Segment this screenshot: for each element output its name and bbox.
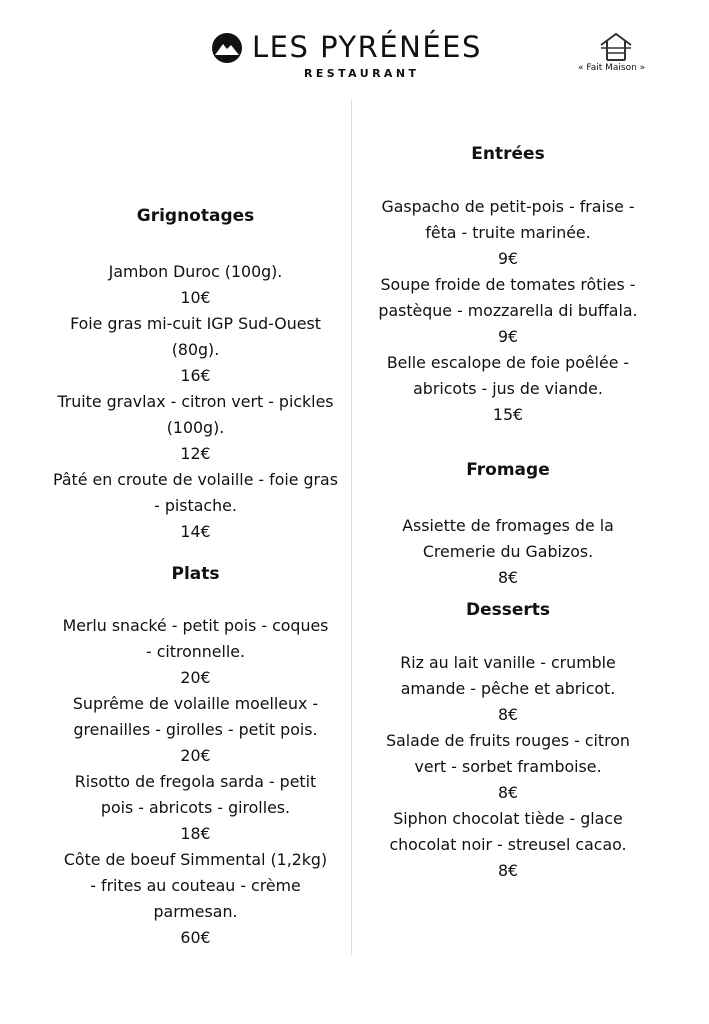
menu-item-name: Pâté en croute de volaille - foie gras [53, 470, 338, 489]
section-grignotages [40, 203, 351, 545]
menu-item-name: Merlu snacké - petit pois - coques [62, 616, 329, 635]
section-desserts [356, 597, 660, 884]
menu-item-name: Assiette de fromages de la [402, 516, 614, 535]
menu-item-price: 60€ [180, 928, 211, 947]
section-plats [40, 561, 351, 951]
menu-item-name: Soupe froide de tomates rôties - [380, 275, 636, 294]
menu-item-name: abricots - jus de viande. [413, 379, 603, 398]
menu-item-name: Salade de fruits rouges - citron [386, 731, 630, 750]
menu-item-price: 9€ [497, 327, 519, 346]
menu-item-price: 20€ [180, 746, 211, 765]
section-entrees [356, 141, 660, 428]
menu-item-price: 20€ [180, 668, 211, 687]
menu-item-name: Belle escalope de foie poêlée - [386, 353, 630, 372]
menu-item-name: - citronnelle. [145, 642, 246, 661]
menu-item-name: pois - abricots - girolles. [100, 798, 291, 817]
menu-item-name: chocolat noir - streusel cacao. [389, 835, 627, 854]
fait-maison-label: « Fait Maison » [578, 63, 646, 73]
house-icon [597, 32, 635, 62]
section-title: Entrées [471, 144, 545, 164]
menu-item-name: - frites au couteau - crème [90, 876, 301, 895]
menu-item-name: fêta - truite marinée. [425, 223, 591, 242]
menu-header [0, 30, 709, 90]
menu-item-name: Siphon chocolat tiède - glace [393, 809, 623, 828]
menu-item-name: Foie gras mi-cuit IGP Sud-Ouest [70, 314, 321, 333]
menu-item-name: Truite gravlax - citron vert - pickles [57, 392, 334, 411]
menu-item-price: 8€ [497, 861, 519, 880]
menu-item-name: pastèque - mozzarella di buffala. [378, 301, 638, 320]
menu-item-name: (100g). [166, 418, 225, 437]
menu-item-name: vert - sorbet framboise. [414, 757, 602, 776]
menu-item-price: 10€ [180, 288, 211, 307]
restaurant-subtitle: RESTAURANT [304, 67, 420, 80]
menu-item-price: 8€ [497, 568, 519, 587]
menu-item-name: Jambon Duroc (100g). [108, 262, 283, 281]
section-title: Plats [171, 564, 220, 584]
menu-item-name: Riz au lait vanille - crumble [400, 653, 616, 672]
restaurant-name: LES PYRÉNÉES [252, 30, 482, 64]
section-fromage [356, 457, 660, 591]
menu-item-price: 14€ [180, 522, 211, 541]
menu-item-price: 12€ [180, 444, 211, 463]
menu-item-price: 15€ [492, 405, 524, 424]
column-divider [351, 100, 352, 955]
section-title: Desserts [465, 600, 551, 620]
menu-item-name: amande - pêche et abricot. [400, 679, 616, 698]
menu-item-price: 18€ [180, 824, 211, 843]
menu-item-name: - pistache. [154, 496, 237, 515]
menu-item-price: 8€ [497, 783, 519, 802]
menu-item-price: 16€ [180, 366, 211, 385]
menu-item-name: parmesan. [153, 902, 238, 921]
menu-item-name: Côte de boeuf Simmental (1,2kg) [63, 850, 328, 869]
section-title: Grignotages [136, 206, 255, 226]
menu-item-price: 8€ [497, 705, 519, 724]
mountain-logo-icon [212, 33, 242, 63]
menu-item-price: 9€ [497, 249, 519, 268]
menu-item-name: Risotto de fregola sarda - petit [74, 772, 317, 791]
section-title: Fromage [466, 460, 550, 480]
menu-item-name: Suprême de volaille moelleux - [72, 694, 319, 713]
menu-item-name: Gaspacho de petit-pois - fraise - [381, 197, 635, 216]
menu-item-name: Cremerie du Gabizos. [422, 542, 594, 561]
menu-item-name: (80g). [171, 340, 220, 359]
menu-item-name: grenailles - girolles - petit pois. [73, 720, 318, 739]
